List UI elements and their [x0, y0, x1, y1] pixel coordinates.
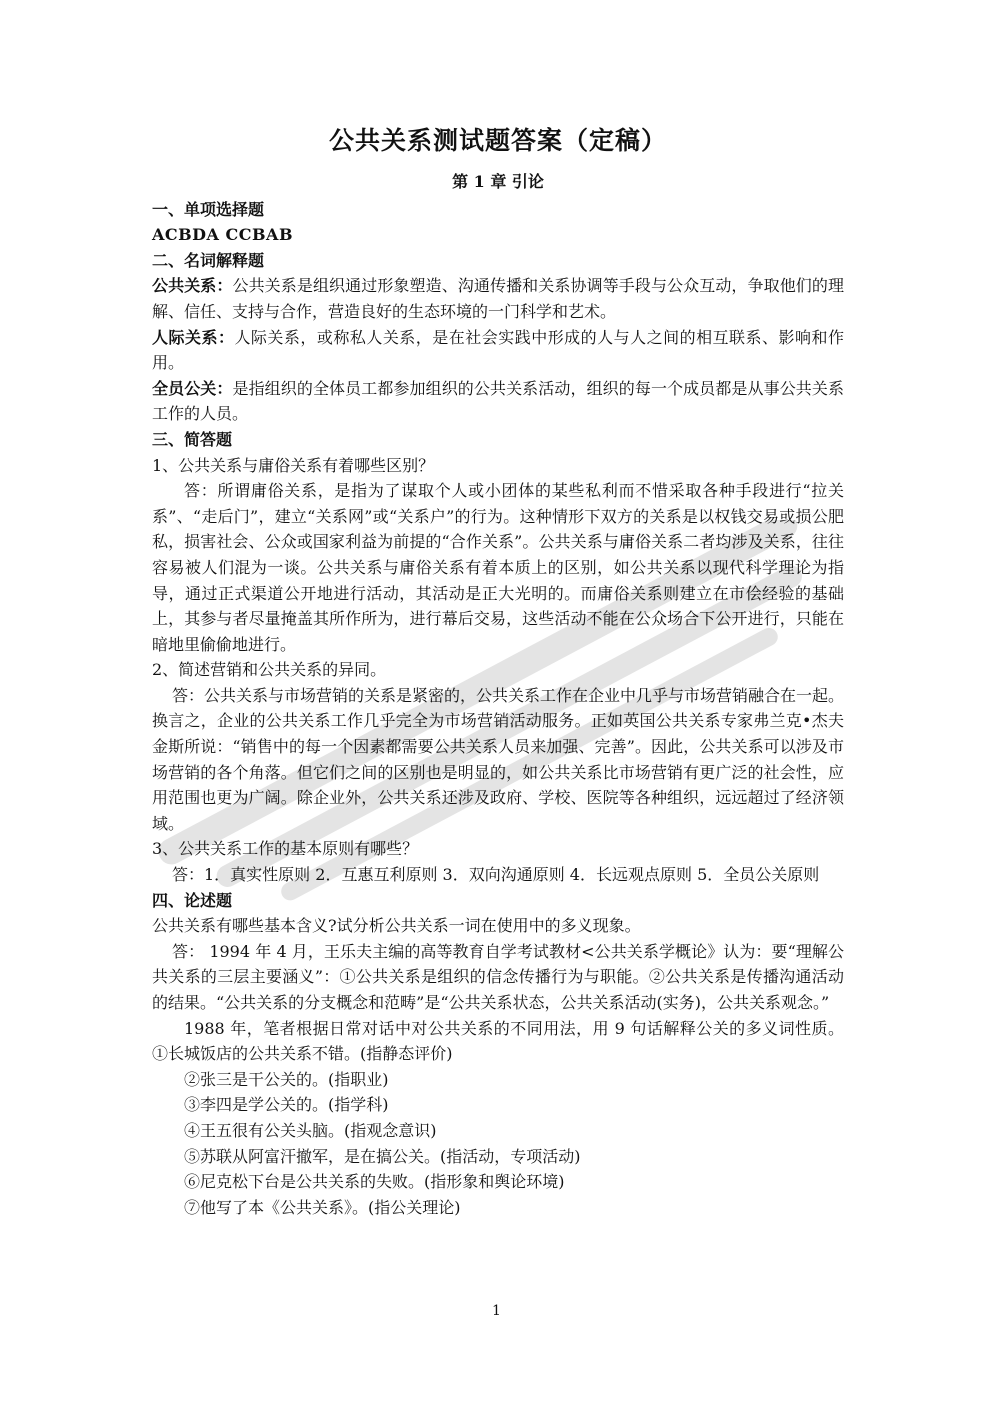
- term-definition: 人际关系，或称私人关系，是在社会实践中形成的人与人之间的相互联系、影响和作用。: [152, 327, 844, 373]
- list-item: ④王五很有公关头脑。(指观念意识): [184, 1120, 437, 1140]
- choice-answers: ACBDA CCBAB: [152, 225, 293, 245]
- section-heading-short-answer: 三、简答题: [152, 429, 233, 449]
- essay-answer-paragraph: 1988 年，笔者根据日常对话中对公共关系的不同用法，用 9 句话解释公关的多义词性质。 ①长城饭店的公共关系不错。(指静态评价): [152, 1018, 844, 1064]
- term-label: 公共关系：: [152, 276, 233, 296]
- page-number: 1: [492, 1303, 501, 1319]
- list-item: ⑤苏联从阿富汗撤军，是在搞公关。(指活动，专项活动): [184, 1146, 581, 1166]
- page-title: 公共关系测试题答案（定稿）: [328, 126, 667, 155]
- list-item: ⑦他写了本《公共关系》。(指公关理论): [184, 1197, 461, 1217]
- term-entry: [152, 376, 844, 427]
- essay-question: 公共关系有哪些基本含义?试分析公共关系一词在使用中的多义现象。: [152, 916, 641, 936]
- answer-1: 答：所谓庸俗关系，是指为了谋取个人或小团体的某些私利而不惜采取各种手段进行“拉关系”、“走后门”，建立“关系网”或“关系户”的行为。这种情形下双方的关系是以权钱交易或损公肥私，损害社会、公众或国家利益为前提的“合作关系”。公共关系与庸俗关系二者均涉及关系，往往容易被人们混为一谈。公共关系与庸俗关系有着本质上的区别，如公共关系以现代科学理论为指导，通过正式渠道公开地进行活动，其活动是正大光明的。而庸俗关系则建立在市侩经验的基础上，其参与者尽量掩盖其所作所为，进行幕后交易，这些活动不能在公众场合下公开进行，只能在暗地里偷偷地进行。: [152, 481, 844, 654]
- section-heading-essay: 四、论述题: [152, 890, 233, 910]
- list-item: ②张三是干公关的。(指职业): [184, 1069, 389, 1089]
- document-page: [152, 125, 844, 1220]
- answer-3: 答：1．真实性原则 2．互惠互利原则 3．双向沟通原则 4．长远观点原则 5．全员公关原则: [172, 865, 820, 885]
- term-definition: 是指组织的全体员工都参加组织的公共关系活动，组织的每一个成员都是从事公共关系工作的人员。: [152, 378, 844, 424]
- term-label: 人际关系：: [152, 327, 235, 347]
- term-entry: [152, 325, 844, 376]
- section-heading-choice: 一、单项选择题: [152, 199, 265, 219]
- question-2: 2、简述营销和公共关系的异同。: [152, 660, 387, 680]
- list-item: ③李四是学公关的。(指学科): [184, 1095, 389, 1115]
- essay-answer-paragraph: 答： 1994 年 4 月，王乐夫主编的高等教育自学考试教材<公共关系学概论》认为：要“理解公共关系的三层主要涵义”：①公共关系是组织的信念传播行为与职能。②公共关系是传播沟通活动的结果。“公共关系的分支概念和范畴”是“公共关系状态，公共关系活动(实务)，公共关系观念。”: [152, 941, 844, 1012]
- term-definition: 公共关系是组织通过形象塑造、沟通传播和关系协调等手段与公众互动，争取他们的理解、信任、支持与合作，营造良好的生态环境的一门科学和艺术。: [152, 276, 844, 321]
- chapter-heading: 第 1 章 引论: [452, 172, 544, 191]
- list-item: ⑥尼克松下台是公共关系的失败。(指形象和舆论环境): [184, 1172, 565, 1192]
- answer-2: 答：公共关系与市场营销的关系是紧密的，公共关系工作在企业中几乎与市场营销融合在一起。换言之，企业的公共关系工作几乎完全为市场营销活动服务。正如英国公共关系专家弗兰克•杰夫金斯所说：“销售中的每一个因素都需要公共关系人员来加强、完善”。因此，公共关系可以涉及市场营销的各个角落。但它们之间的区别也是明显的，如公共关系比市场营销有更广泛的社会性，应用范围也更为广阔。除企业外，公共关系还涉及政府、学校、医院等各种组织，远远超过了经济领域。: [152, 685, 845, 833]
- section-heading-terms: 二、名词解释题: [152, 250, 265, 270]
- term-label: 全员公关：: [152, 378, 233, 398]
- question-3: 3、公共关系工作的基本原则有哪些？: [152, 839, 419, 859]
- term-entry: [152, 273, 844, 324]
- question-1: 1、公共关系与庸俗关系有着哪些区别？: [152, 455, 435, 475]
